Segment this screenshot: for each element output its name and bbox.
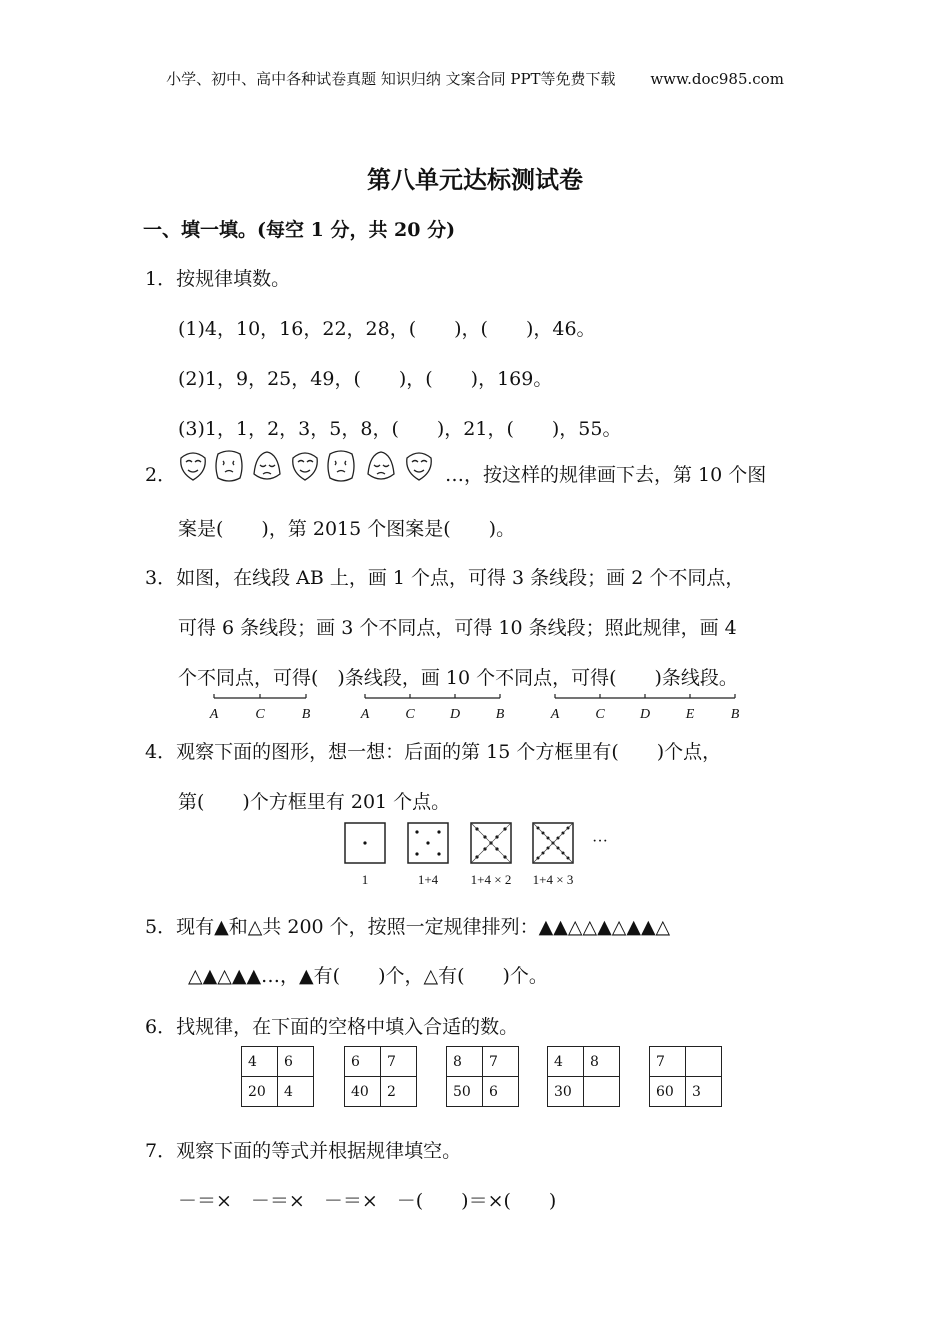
box-label-3: 1+4 × 2 (470, 872, 512, 887)
q1-stem: 1．按规律填数。 (145, 268, 291, 290)
face-icon-6 (368, 452, 394, 479)
face-icon-2 (216, 451, 242, 481)
grid3-cell: 7 (483, 1047, 519, 1077)
face-icon-3 (254, 452, 280, 479)
section-heading: 一、填一填。(每空 1 分，共 20 分) (143, 219, 456, 241)
grid1-cell: 4 (242, 1047, 278, 1077)
header-site[interactable]: www.doc985.com (650, 70, 784, 88)
q1-part-1: (1)4，10，16，22，28，( )，( )，46。 (178, 318, 596, 340)
q4-line-2: 第( )个方框里有 201 个点。 (178, 791, 451, 813)
fig3-label-c: C (595, 707, 605, 722)
fig3-label-b: B (730, 707, 740, 722)
box-label-2: 1+4 (417, 872, 439, 887)
grid2-cell: 6 (345, 1047, 381, 1077)
face-icon-1 (181, 453, 206, 480)
face-icon-5 (328, 451, 354, 481)
fig1-label-c: C (255, 707, 265, 722)
number-grid-5 (649, 1046, 722, 1107)
number-grid-2 (344, 1046, 417, 1107)
q1-part-3: (3)1，1，2，3，5，8，( )，21，( )，55。 (178, 418, 622, 440)
continuation-dots: ··· (592, 833, 608, 850)
number-grid-1 (241, 1046, 314, 1107)
grid5-cell: 60 (650, 1077, 686, 1107)
q2-line-1: …，按这样的规律画下去，第 10 个图 (445, 464, 767, 486)
face-icon-4 (293, 453, 318, 480)
q7-equations: －＝× －＝× －＝× －( )＝×( ) (178, 1190, 557, 1212)
grid4-cell: 8 (584, 1047, 620, 1077)
segment-figures (200, 690, 760, 726)
grid5-cell: 7 (650, 1047, 686, 1077)
box-label-4: 1+4 × 3 (532, 872, 574, 887)
face-icon-7 (407, 453, 432, 480)
fig3-label-a: A (550, 707, 560, 722)
q3-line-2: 可得 6 条线段；画 3 个不同点，可得 10 条线段；照此规律，画 4 (178, 617, 737, 639)
number-grid-4 (547, 1046, 620, 1107)
header-text: 小学、初中、高中各种试卷真题 知识归纳 文案合同 PPT等免费下载 (166, 70, 616, 88)
fig1-label-a: A (209, 707, 219, 722)
box-label-1: 1 (361, 872, 369, 887)
dot-boxes (340, 820, 620, 892)
face-pattern (176, 448, 441, 484)
grid2-cell: 40 (345, 1077, 381, 1107)
fig1-label-b: B (301, 707, 311, 722)
q3-line-1: 3．如图，在线段 AB 上，画 1 个点，可得 3 条线段；画 2 个不同点， (145, 567, 745, 589)
grid4-empty-cell[interactable] (584, 1077, 620, 1107)
fig2-label-b: B (495, 707, 505, 722)
q1-part-2: (2)1，9，25，49，( )，( )，169。 (178, 368, 553, 390)
grid1-cell: 4 (278, 1077, 314, 1107)
q4-line-1: 4．观察下面的图形，想一想：后面的第 15 个方框里有( )个点， (145, 741, 722, 763)
grid3-cell: 50 (447, 1077, 483, 1107)
q2-line-2: 案是( )，第 2015 个图案是( )。 (178, 518, 516, 540)
grid4-cell: 4 (548, 1047, 584, 1077)
fig2-label-d: D (449, 707, 461, 722)
fig3-label-e: E (685, 707, 695, 722)
grid3-cell: 6 (483, 1077, 519, 1107)
grid4-cell: 30 (548, 1077, 584, 1107)
q7-stem: 7．观察下面的等式并根据规律填空。 (145, 1140, 462, 1162)
q5-line-2: △▲△▲▲…，▲有( )个，△有( )个。 (188, 965, 548, 987)
fig2-label-a: A (360, 707, 370, 722)
number-grid-3 (446, 1046, 519, 1107)
page-header (0, 68, 950, 89)
q3-line-3: 个不同点，可得( )条线段，画 10 个不同点，可得( )条线段。 (178, 667, 738, 689)
grid3-cell: 8 (447, 1047, 483, 1077)
fig2-label-c: C (405, 707, 415, 722)
grid2-cell: 7 (381, 1047, 417, 1077)
grid2-cell: 2 (381, 1077, 417, 1107)
q6-stem: 6．找规律，在下面的空格中填入合适的数。 (145, 1016, 519, 1038)
grid1-cell: 6 (278, 1047, 314, 1077)
fig3-label-d: D (639, 707, 651, 722)
q5-line-1: 5．现有▲和△共 200 个，按照一定规律排列：▲▲△△▲△▲▲△ (145, 916, 671, 938)
grid1-cell: 20 (242, 1077, 278, 1107)
page-title: 第八单元达标测试卷 (367, 165, 583, 194)
q2-number: 2． (145, 464, 177, 486)
grid5-cell: 3 (686, 1077, 722, 1107)
grid5-empty-cell[interactable] (686, 1047, 722, 1077)
